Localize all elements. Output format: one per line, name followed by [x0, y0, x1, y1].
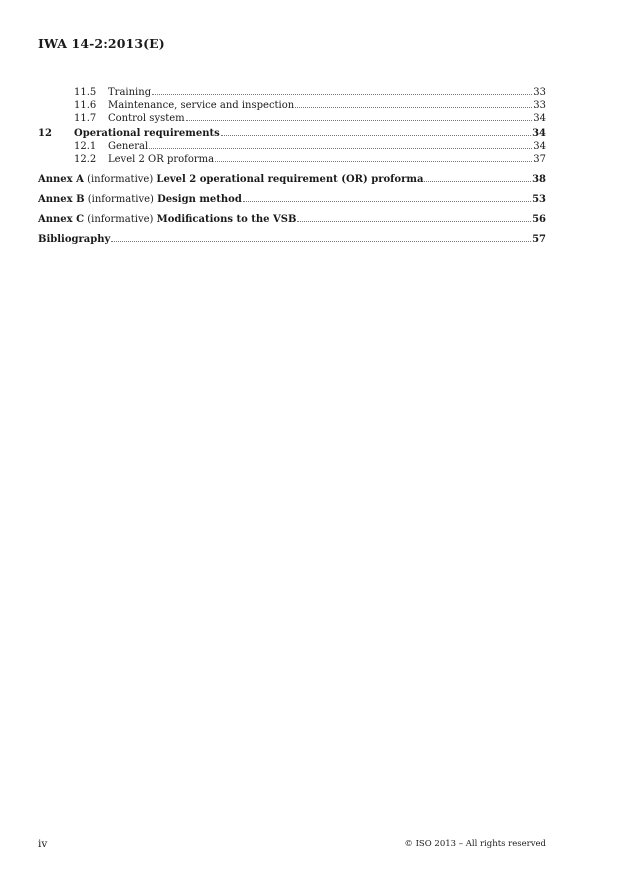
table-of-contents	[38, 86, 546, 246]
toc-entry-11-5[interactable]	[38, 86, 546, 99]
document-header: IWA 14-2:2013(E)	[38, 36, 165, 51]
dot-leader	[297, 213, 531, 222]
annex-title: Level 2 operational requirement (OR) proforma	[156, 174, 424, 185]
bibliography-title: Bibliography	[38, 234, 111, 245]
toc-entry-page: 33	[533, 100, 546, 111]
annex-page: 56	[532, 214, 546, 225]
dot-leader	[295, 99, 532, 108]
annex-title: Modifications to the VSB	[156, 214, 297, 225]
toc-entry-title: Level 2 OR proforma	[108, 154, 215, 165]
dot-leader	[221, 127, 531, 136]
toc-clause-title: Operational requirements	[74, 128, 220, 139]
toc-entry-number: 12.1	[74, 141, 97, 152]
toc-annex-b[interactable]	[38, 193, 546, 206]
dot-leader	[215, 153, 532, 162]
toc-annex-heading	[38, 214, 296, 226]
page-number: iv	[38, 838, 48, 850]
toc-entry-number: 12.2	[74, 154, 97, 165]
toc-entry-12-2[interactable]	[38, 153, 546, 166]
toc-entry-12-1[interactable]	[38, 140, 546, 153]
annex-informative: (informative)	[87, 194, 154, 205]
copyright-notice: © ISO 2013 – All rights reserved	[404, 839, 546, 849]
annex-label: Annex B	[38, 194, 85, 205]
annex-informative: (informative)	[87, 174, 154, 185]
toc-entry-12[interactable]	[38, 127, 546, 140]
toc-clause-number: 12	[38, 128, 52, 139]
annex-label: Annex A	[38, 174, 84, 185]
toc-entry-page: 33	[533, 87, 546, 98]
dot-leader	[152, 86, 532, 95]
toc-bibliography[interactable]	[38, 233, 546, 246]
toc-entry-page: 34	[533, 141, 546, 152]
toc-entry-title: Maintenance, service and inspection	[108, 100, 295, 111]
annex-page: 53	[532, 194, 546, 205]
toc-entry-11-6[interactable]	[38, 99, 546, 112]
toc-entry-number: 11.6	[74, 100, 97, 111]
toc-entry-page: 37	[533, 154, 546, 165]
toc-entry-title: General	[108, 141, 149, 152]
toc-entry-number: 11.5	[74, 87, 97, 98]
toc-entry-title: Control system	[108, 113, 185, 124]
annex-page: 38	[532, 174, 546, 185]
toc-annex-heading	[38, 174, 423, 186]
annex-title: Design method	[157, 194, 242, 205]
toc-entry-11-7[interactable]	[38, 112, 546, 125]
dot-leader	[149, 140, 532, 149]
toc-entry-number: 11.7	[74, 113, 97, 124]
bibliography-page: 57	[532, 234, 546, 245]
toc-annex-a[interactable]	[38, 173, 546, 186]
dot-leader	[186, 112, 533, 121]
toc-clause-page: 34	[532, 128, 546, 139]
toc-entry-title: Training	[108, 87, 152, 98]
toc-annex-heading	[38, 194, 242, 206]
toc-entry-page: 34	[533, 113, 546, 124]
dot-leader	[111, 233, 531, 242]
dot-leader	[243, 193, 531, 202]
toc-annex-c[interactable]	[38, 213, 546, 226]
annex-label: Annex C	[38, 214, 85, 225]
annex-informative: (informative)	[87, 214, 154, 225]
dot-leader	[424, 173, 531, 182]
